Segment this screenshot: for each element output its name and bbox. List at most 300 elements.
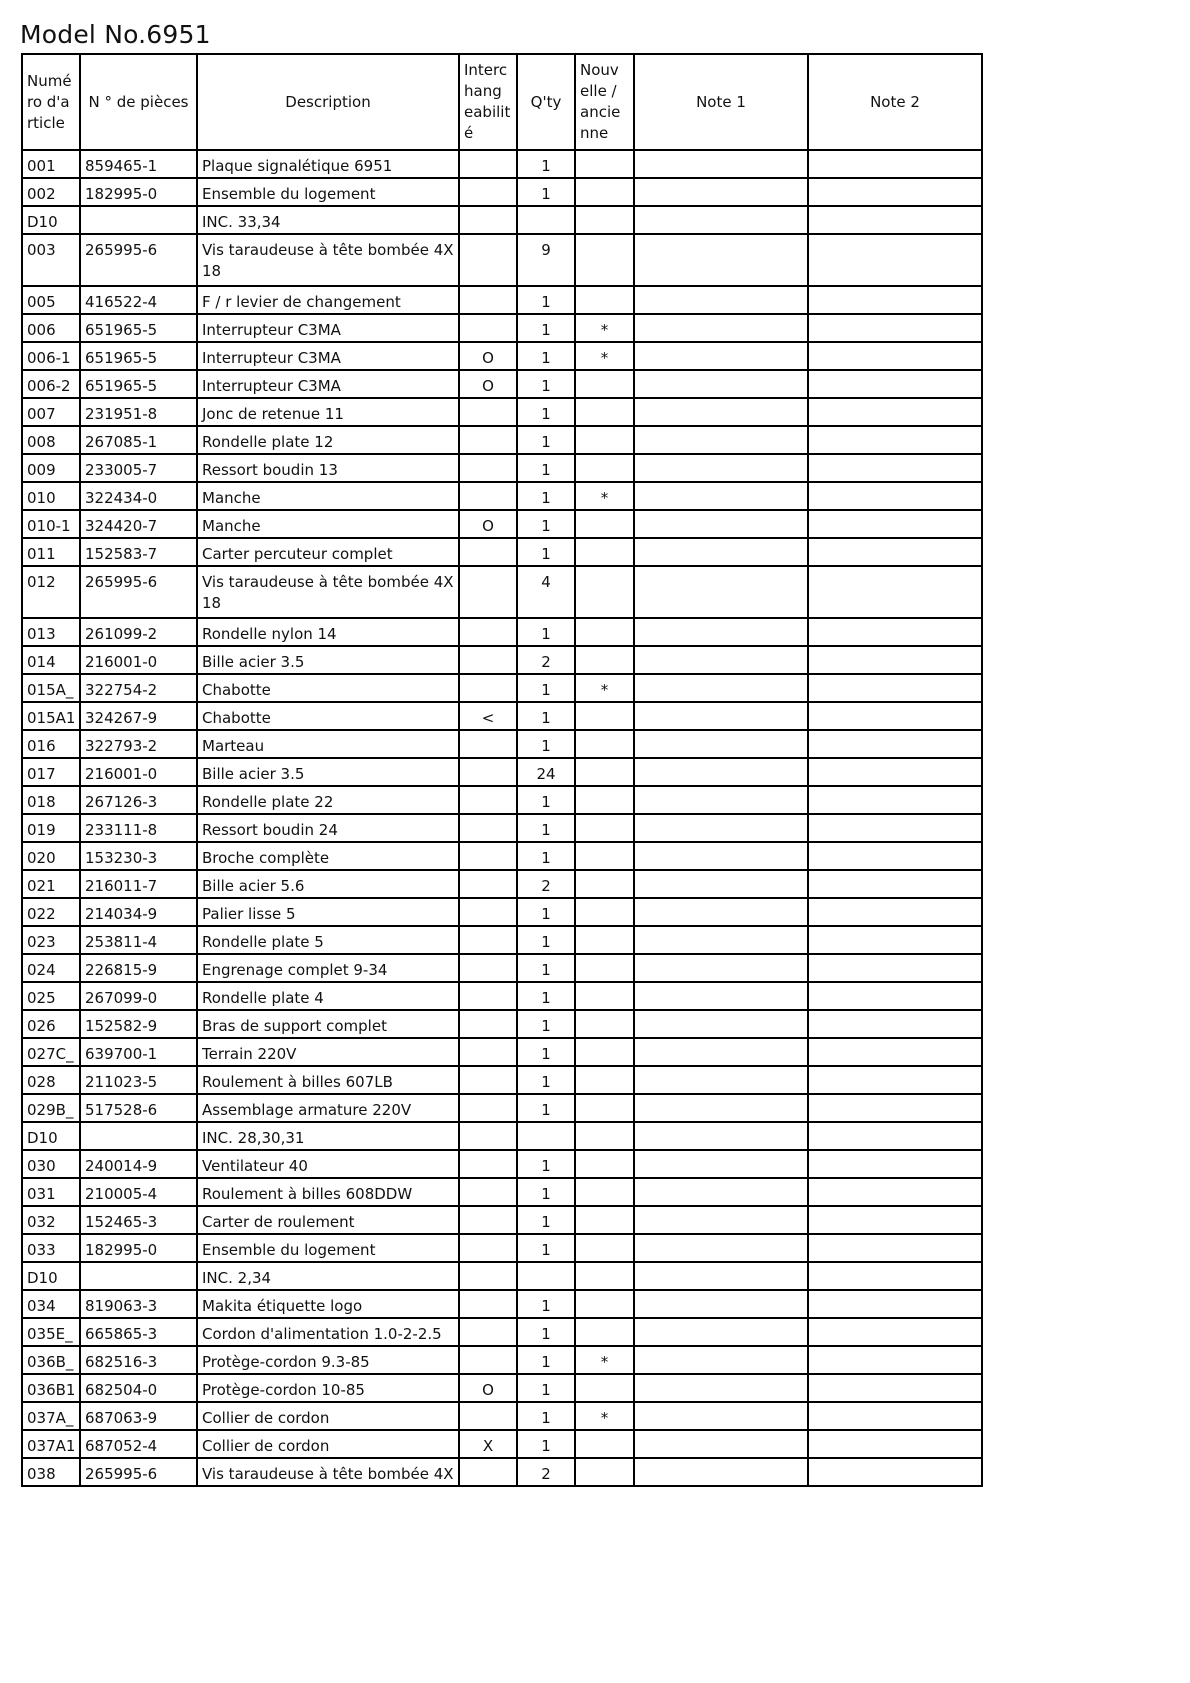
cell-note-1 [634,398,808,426]
cell-description: Vis taraudeuse à tête bombée 4X 18 [197,566,459,618]
cell-quantity: 1 [517,814,575,842]
cell-description: Palier lisse 5 [197,898,459,926]
cell-description: Rondelle nylon 14 [197,618,459,646]
cell-note-2 [808,1178,982,1206]
cell-note-1 [634,1150,808,1178]
cell-interchangeability: X [459,1430,517,1458]
cell-quantity: 1 [517,1150,575,1178]
cell-item-number: 017 [22,758,80,786]
parts-table-body [22,150,982,1486]
cell-note-2 [808,1206,982,1234]
cell-note-1 [634,898,808,926]
cell-description: Ressort boudin 24 [197,814,459,842]
cell-item-number: 008 [22,426,80,454]
cell-quantity: 1 [517,618,575,646]
cell-item-number: 012 [22,566,80,618]
table-row [22,1094,982,1122]
cell-quantity: 1 [517,898,575,926]
table-row [22,758,982,786]
cell-note-2 [808,1346,982,1374]
cell-part-number: 651965-5 [80,342,197,370]
cell-part-number: 153230-3 [80,842,197,870]
cell-part-number: 682504-0 [80,1374,197,1402]
cell-note-2 [808,342,982,370]
cell-description: Bras de support complet [197,1010,459,1038]
table-row [22,674,982,702]
cell-interchangeability: O [459,370,517,398]
cell-quantity: 1 [517,370,575,398]
cell-interchangeability [459,730,517,758]
table-row [22,1430,982,1458]
cell-description: Terrain 220V [197,1038,459,1066]
table-row [22,646,982,674]
table-row [22,398,982,426]
cell-part-number: 152583-7 [80,538,197,566]
table-row [22,206,982,234]
cell-note-2 [808,786,982,814]
cell-item-number: 005 [22,286,80,314]
cell-item-number: 036B1 [22,1374,80,1402]
cell-new-old [575,1430,634,1458]
cell-quantity: 1 [517,538,575,566]
cell-part-number: 687052-4 [80,1430,197,1458]
cell-item-number: 025 [22,982,80,1010]
cell-new-old [575,1122,634,1150]
table-row [22,1402,982,1430]
cell-description: Chabotte [197,674,459,702]
cell-part-number: 253811-4 [80,926,197,954]
cell-description: Plaque signalétique 6951 [197,150,459,178]
cell-interchangeability [459,674,517,702]
cell-new-old [575,618,634,646]
cell-description: Manche [197,510,459,538]
cell-part-number: 216001-0 [80,758,197,786]
cell-note-2 [808,1122,982,1150]
cell-quantity: 1 [517,1290,575,1318]
cell-description: Chabotte [197,702,459,730]
cell-note-2 [808,426,982,454]
cell-description: INC. 33,34 [197,206,459,234]
cell-description: Marteau [197,730,459,758]
cell-interchangeability: < [459,702,517,730]
cell-description: Roulement à billes 607LB [197,1066,459,1094]
table-row [22,1122,982,1150]
cell-note-1 [634,1458,808,1486]
cell-description: Carter de roulement [197,1206,459,1234]
cell-note-1 [634,370,808,398]
cell-note-1 [634,646,808,674]
header-new-old: Nouv elle / ancie nne [575,54,634,150]
cell-new-old [575,1010,634,1038]
cell-note-2 [808,1038,982,1066]
cell-note-1 [634,1094,808,1122]
cell-part-number: 216001-0 [80,646,197,674]
cell-description: Assemblage armature 220V [197,1094,459,1122]
header-note-2: Note 2 [808,54,982,150]
cell-interchangeability [459,1178,517,1206]
cell-new-old [575,730,634,758]
cell-part-number: 324267-9 [80,702,197,730]
cell-note-1 [634,758,808,786]
cell-interchangeability [459,454,517,482]
cell-note-1 [634,1038,808,1066]
cell-quantity: 1 [517,150,575,178]
table-row [22,482,982,510]
cell-note-1 [634,1346,808,1374]
cell-part-number: 214034-9 [80,898,197,926]
cell-new-old [575,702,634,730]
table-row [22,342,982,370]
cell-new-old [575,150,634,178]
cell-new-old [575,1150,634,1178]
cell-quantity: 1 [517,786,575,814]
cell-new-old [575,646,634,674]
table-row [22,1206,982,1234]
cell-new-old: * [575,482,634,510]
parts-table [21,53,983,1487]
cell-interchangeability [459,758,517,786]
cell-interchangeability: O [459,510,517,538]
cell-note-1 [634,566,808,618]
cell-item-number: 016 [22,730,80,758]
cell-item-number: 010 [22,482,80,510]
cell-description: Manche [197,482,459,510]
cell-new-old: * [575,342,634,370]
cell-new-old [575,1206,634,1234]
cell-interchangeability [459,286,517,314]
cell-interchangeability [459,426,517,454]
cell-description: Bille acier 3.5 [197,646,459,674]
cell-new-old: * [575,314,634,342]
cell-note-1 [634,178,808,206]
cell-item-number: 019 [22,814,80,842]
cell-description: Rondelle plate 22 [197,786,459,814]
cell-note-2 [808,1150,982,1178]
cell-item-number: 020 [22,842,80,870]
cell-description: Ensemble du logement [197,1234,459,1262]
table-row [22,234,982,286]
cell-quantity: 1 [517,178,575,206]
cell-quantity [517,206,575,234]
cell-note-2 [808,286,982,314]
cell-note-1 [634,1010,808,1038]
cell-quantity: 4 [517,566,575,618]
cell-interchangeability [459,898,517,926]
table-row [22,370,982,398]
cell-item-number: 033 [22,1234,80,1262]
cell-note-2 [808,1290,982,1318]
cell-note-1 [634,234,808,286]
cell-part-number: 651965-5 [80,314,197,342]
cell-part-number: 211023-5 [80,1066,197,1094]
cell-note-2 [808,758,982,786]
cell-quantity: 1 [517,454,575,482]
cell-note-2 [808,926,982,954]
cell-description: Ventilateur 40 [197,1150,459,1178]
cell-interchangeability [459,1010,517,1038]
cell-note-1 [634,618,808,646]
cell-new-old [575,758,634,786]
table-row [22,150,982,178]
table-row [22,1234,982,1262]
table-header-row [22,54,982,150]
cell-interchangeability [459,1150,517,1178]
cell-description: INC. 28,30,31 [197,1122,459,1150]
cell-note-2 [808,898,982,926]
cell-item-number: 003 [22,234,80,286]
table-row [22,842,982,870]
table-row [22,1374,982,1402]
cell-description: INC. 2,34 [197,1262,459,1290]
cell-part-number: 324420-7 [80,510,197,538]
cell-item-number: 007 [22,398,80,426]
cell-quantity: 1 [517,982,575,1010]
cell-note-2 [808,1458,982,1486]
cell-interchangeability [459,1066,517,1094]
cell-quantity: 1 [517,730,575,758]
cell-quantity: 1 [517,510,575,538]
cell-note-1 [634,1262,808,1290]
table-row [22,566,982,618]
cell-new-old [575,398,634,426]
cell-new-old [575,1290,634,1318]
cell-note-2 [808,1430,982,1458]
cell-item-number: 036B_ [22,1346,80,1374]
cell-description: Vis taraudeuse à tête bombée 4X [197,1458,459,1486]
table-row [22,510,982,538]
cell-quantity: 2 [517,646,575,674]
cell-note-1 [634,314,808,342]
cell-note-2 [808,870,982,898]
cell-new-old [575,1066,634,1094]
cell-note-1 [634,982,808,1010]
cell-note-2 [808,674,982,702]
cell-part-number: 152465-3 [80,1206,197,1234]
cell-item-number: 021 [22,870,80,898]
cell-new-old [575,370,634,398]
table-row [22,178,982,206]
cell-quantity: 1 [517,1430,575,1458]
table-row [22,1318,982,1346]
cell-note-2 [808,982,982,1010]
cell-new-old [575,1374,634,1402]
cell-note-1 [634,1374,808,1402]
cell-item-number: 002 [22,178,80,206]
cell-note-2 [808,1262,982,1290]
cell-note-1 [634,426,808,454]
cell-part-number: 265995-6 [80,234,197,286]
cell-note-1 [634,954,808,982]
cell-note-2 [808,150,982,178]
cell-quantity: 1 [517,1094,575,1122]
table-row [22,314,982,342]
cell-part-number: 517528-6 [80,1094,197,1122]
cell-interchangeability [459,870,517,898]
cell-interchangeability [459,234,517,286]
cell-description: Makita étiquette logo [197,1290,459,1318]
cell-note-2 [808,314,982,342]
cell-interchangeability [459,398,517,426]
cell-part-number: 682516-3 [80,1346,197,1374]
cell-new-old [575,566,634,618]
cell-part-number: 240014-9 [80,1150,197,1178]
cell-item-number: 031 [22,1178,80,1206]
cell-note-2 [808,1234,982,1262]
cell-quantity: 1 [517,1346,575,1374]
cell-description: F / r levier de changement [197,286,459,314]
cell-part-number: 322434-0 [80,482,197,510]
cell-part-number: 261099-2 [80,618,197,646]
cell-part-number: 639700-1 [80,1038,197,1066]
cell-quantity: 1 [517,1066,575,1094]
cell-description: Vis taraudeuse à tête bombée 4X 18 [197,234,459,286]
header-part-number: N ° de pièces [80,54,197,150]
table-row [22,926,982,954]
cell-interchangeability [459,786,517,814]
cell-quantity: 9 [517,234,575,286]
cell-note-1 [634,454,808,482]
cell-part-number: 322793-2 [80,730,197,758]
table-row [22,1038,982,1066]
cell-part-number: 265995-6 [80,566,197,618]
cell-description: Bille acier 3.5 [197,758,459,786]
cell-interchangeability [459,1346,517,1374]
cell-part-number: 226815-9 [80,954,197,982]
cell-interchangeability [459,814,517,842]
cell-note-1 [634,1402,808,1430]
cell-description: Bille acier 5.6 [197,870,459,898]
table-row [22,702,982,730]
cell-new-old [575,814,634,842]
table-row [22,1066,982,1094]
cell-item-number: 037A_ [22,1402,80,1430]
table-row [22,1458,982,1486]
cell-part-number: 322754-2 [80,674,197,702]
cell-note-2 [808,1318,982,1346]
table-row [22,1262,982,1290]
cell-interchangeability [459,482,517,510]
cell-new-old: * [575,674,634,702]
cell-part-number [80,1122,197,1150]
cell-note-1 [634,1234,808,1262]
cell-description: Rondelle plate 4 [197,982,459,1010]
cell-quantity: 1 [517,1402,575,1430]
cell-part-number: 859465-1 [80,150,197,178]
cell-item-number: 009 [22,454,80,482]
cell-note-2 [808,954,982,982]
table-row [22,426,982,454]
cell-interchangeability [459,1206,517,1234]
cell-quantity: 1 [517,954,575,982]
cell-quantity: 1 [517,314,575,342]
table-row [22,954,982,982]
table-row [22,1346,982,1374]
cell-new-old [575,454,634,482]
cell-new-old [575,178,634,206]
cell-new-old [575,1318,634,1346]
header-item-number: Numé ro d'a rticle [22,54,80,150]
cell-quantity: 1 [517,674,575,702]
cell-note-2 [808,1010,982,1038]
cell-item-number: 014 [22,646,80,674]
cell-quantity: 1 [517,286,575,314]
cell-description: Rondelle plate 5 [197,926,459,954]
cell-part-number: 152582-9 [80,1010,197,1038]
cell-description: Collier de cordon [197,1402,459,1430]
cell-item-number: 028 [22,1066,80,1094]
cell-description: Rondelle plate 12 [197,426,459,454]
cell-description: Protège-cordon 9.3-85 [197,1346,459,1374]
cell-quantity: 1 [517,702,575,730]
cell-new-old [575,1038,634,1066]
cell-note-2 [808,510,982,538]
cell-part-number: 416522-4 [80,286,197,314]
cell-note-2 [808,1066,982,1094]
cell-item-number: 024 [22,954,80,982]
cell-quantity: 1 [517,1010,575,1038]
cell-note-1 [634,1318,808,1346]
cell-new-old [575,898,634,926]
cell-note-2 [808,1402,982,1430]
cell-interchangeability [459,646,517,674]
cell-new-old [575,842,634,870]
cell-description: Engrenage complet 9-34 [197,954,459,982]
cell-quantity: 1 [517,1318,575,1346]
cell-interchangeability [459,982,517,1010]
cell-item-number: 015A_ [22,674,80,702]
cell-quantity: 1 [517,426,575,454]
page-title: Model No.6951 [20,20,211,49]
cell-note-2 [808,454,982,482]
cell-note-2 [808,842,982,870]
cell-description: Interrupteur C3MA [197,370,459,398]
cell-quantity: 1 [517,1206,575,1234]
cell-quantity: 2 [517,870,575,898]
table-row [22,898,982,926]
cell-part-number: 665865-3 [80,1318,197,1346]
cell-new-old [575,954,634,982]
table-row [22,454,982,482]
cell-part-number: 216011-7 [80,870,197,898]
cell-item-number: 006 [22,314,80,342]
cell-note-1 [634,206,808,234]
cell-item-number: 011 [22,538,80,566]
cell-note-1 [634,150,808,178]
cell-note-1 [634,1430,808,1458]
cell-new-old [575,786,634,814]
cell-note-2 [808,646,982,674]
cell-quantity: 2 [517,1458,575,1486]
cell-quantity: 1 [517,1374,575,1402]
cell-note-2 [808,730,982,758]
cell-interchangeability [459,1094,517,1122]
cell-new-old [575,206,634,234]
cell-item-number: 029B_ [22,1094,80,1122]
cell-part-number: 267085-1 [80,426,197,454]
cell-new-old [575,1458,634,1486]
cell-description: Carter percuteur complet [197,538,459,566]
cell-item-number: 032 [22,1206,80,1234]
cell-description: Ensemble du logement [197,178,459,206]
cell-item-number: 001 [22,150,80,178]
cell-quantity [517,1262,575,1290]
cell-new-old [575,1262,634,1290]
cell-interchangeability [459,1262,517,1290]
cell-note-1 [634,1206,808,1234]
cell-description: Cordon d'alimentation 1.0-2-2.5 [197,1318,459,1346]
cell-note-1 [634,538,808,566]
cell-new-old [575,1178,634,1206]
